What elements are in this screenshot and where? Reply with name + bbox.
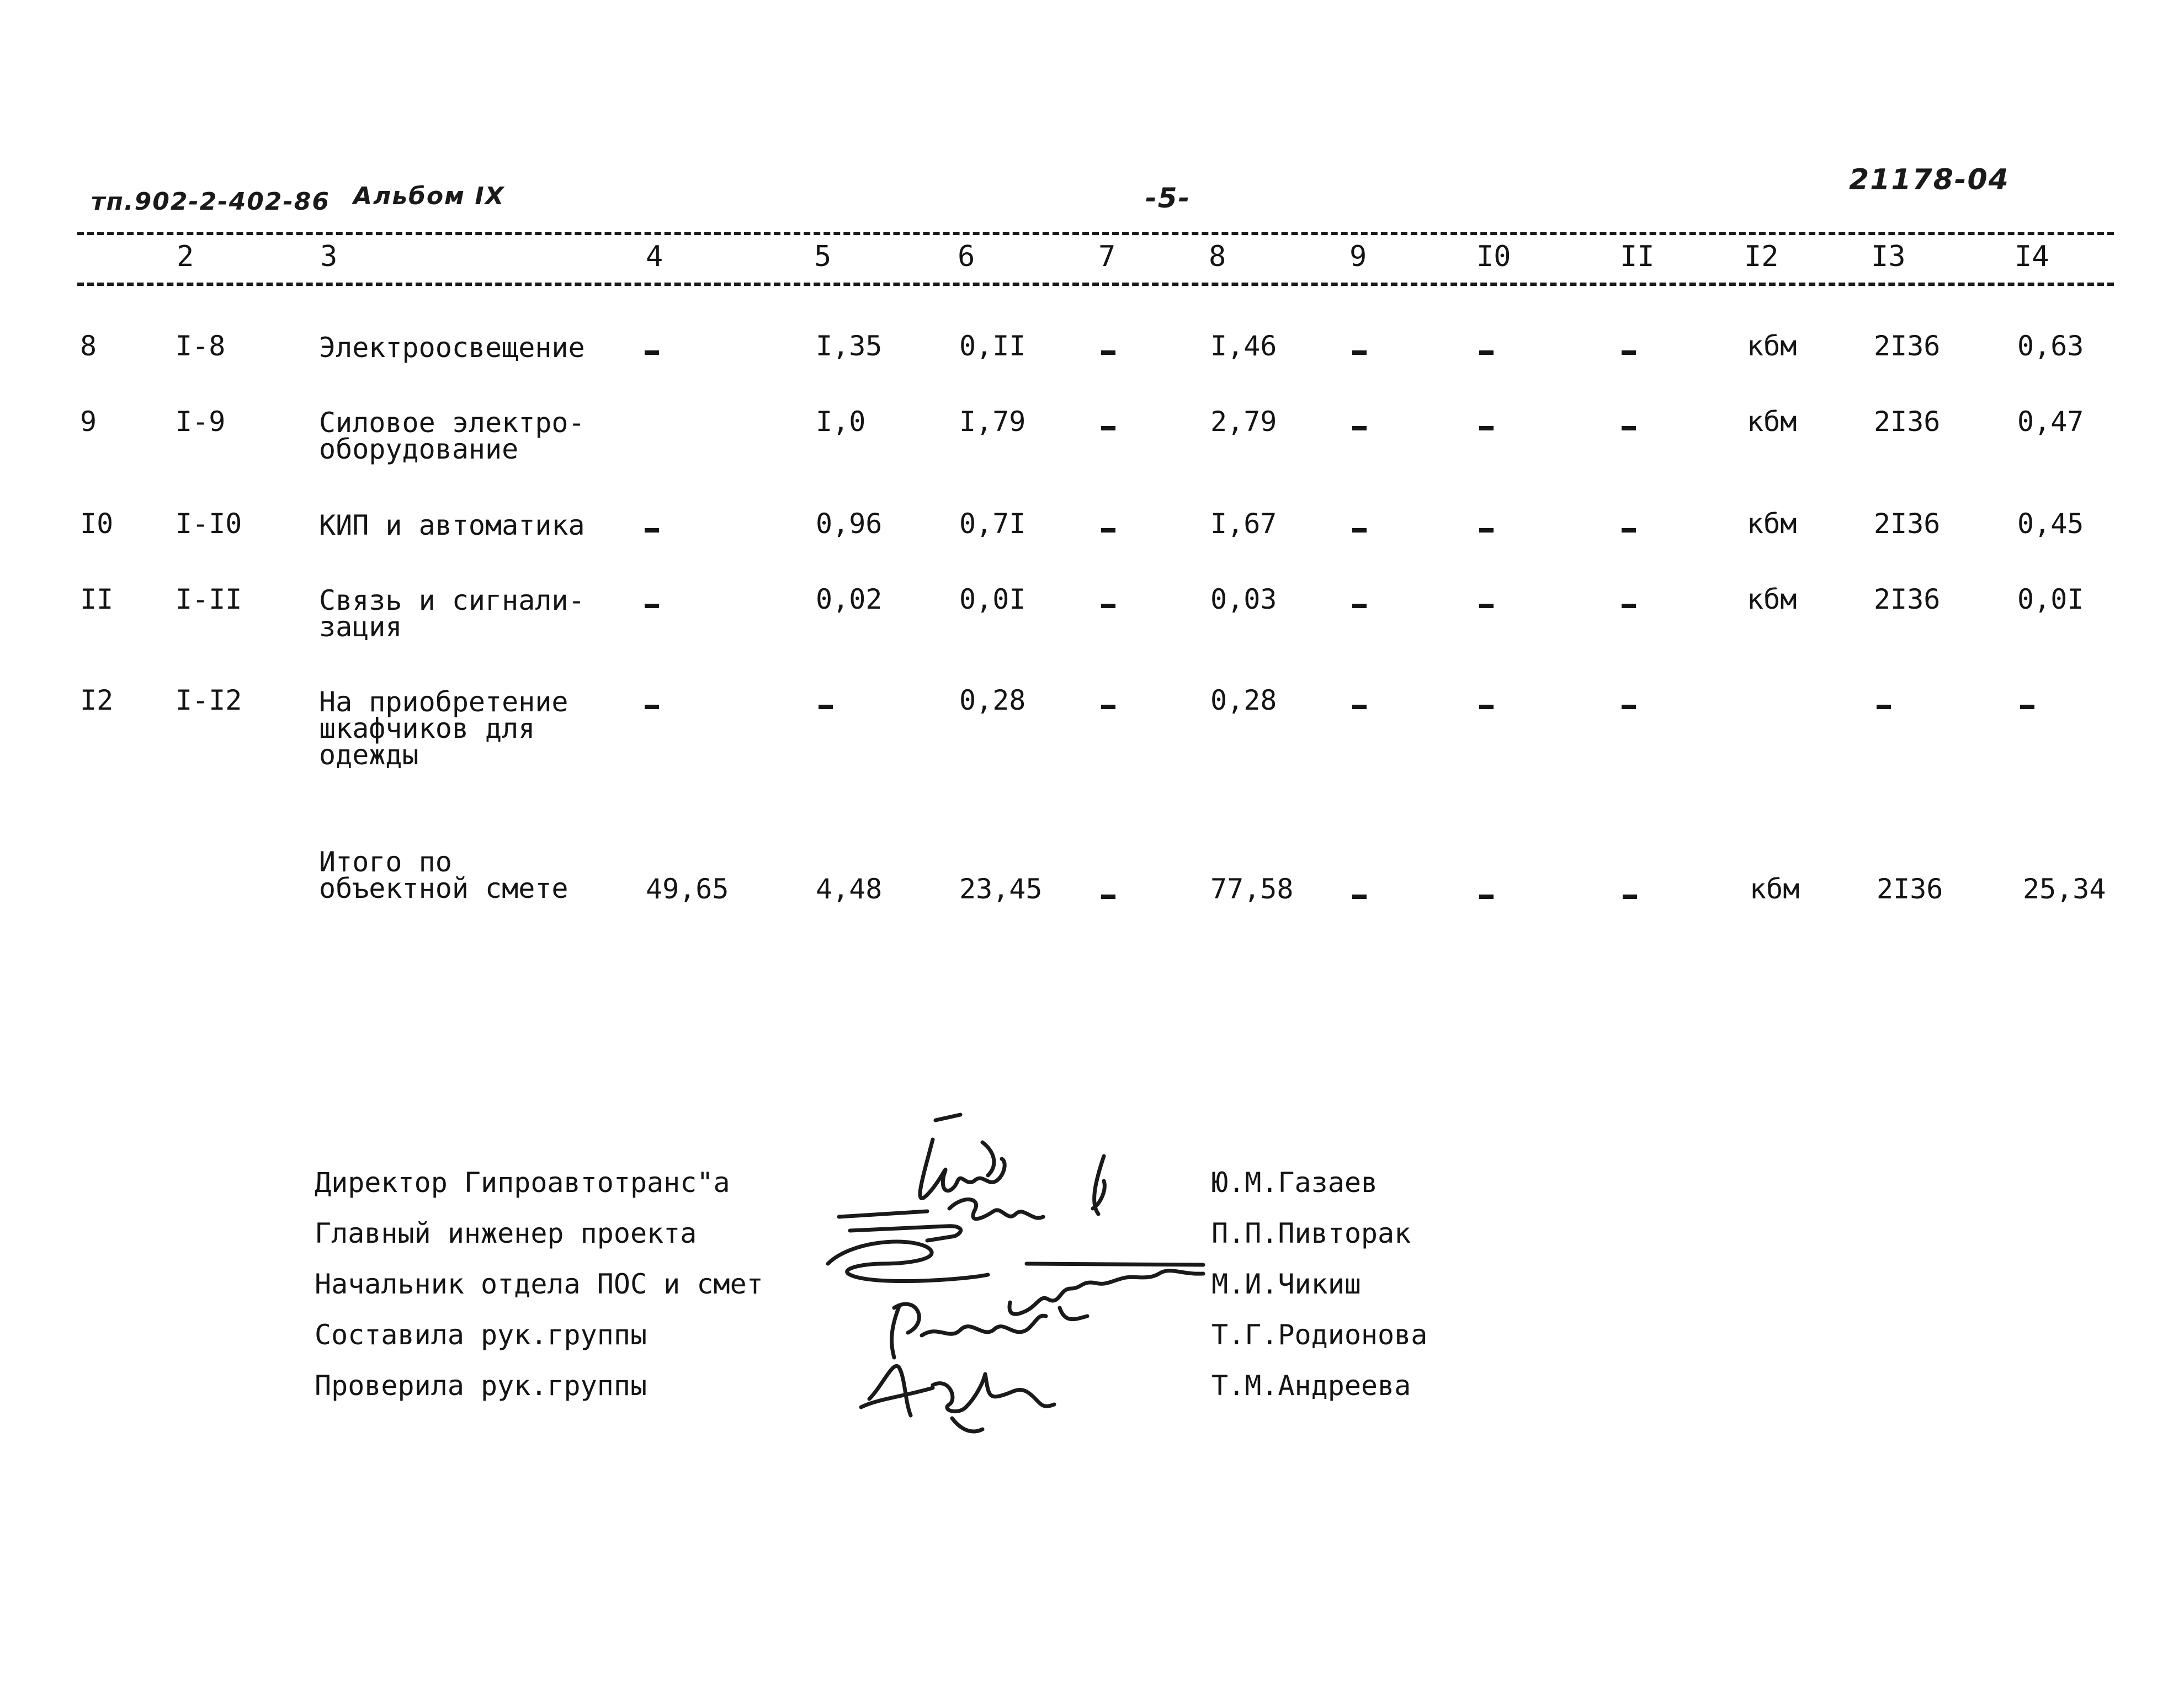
unit-cell: кбм: [1747, 583, 1797, 615]
total-value: 2I36: [1877, 873, 1943, 905]
total-value: 25,34: [2023, 873, 2106, 905]
work-description: На приобретение шкафчиков для одежды: [319, 686, 568, 771]
value-cell: 2I36: [1874, 583, 1941, 615]
page-number: -5-: [1145, 182, 1191, 214]
value-cell: 0,II: [959, 330, 1026, 362]
signature-stroke: [952, 1418, 982, 1431]
dash-mark: [1101, 600, 1115, 610]
header-top-rule: [77, 232, 2114, 235]
signatory-name: Ю.М.Газаев: [1211, 1167, 1378, 1199]
estimate-code: I-9: [176, 406, 226, 438]
column-header: II: [1620, 240, 1655, 273]
dash-mark: [1101, 701, 1115, 711]
header-bottom-rule: [77, 283, 2114, 286]
dash-mark: [819, 701, 833, 711]
column-header: 6: [958, 240, 975, 273]
value-cell: 0,28: [1210, 684, 1277, 716]
signature-stroke: [1093, 1156, 1104, 1214]
signature-stroke: [828, 1242, 1203, 1281]
row-number: I2: [80, 684, 114, 716]
dash-mark: [1352, 347, 1367, 357]
work-description: Силовое электро- оборудование: [319, 407, 585, 465]
value-cell: 0,96: [816, 508, 883, 540]
unit-cell: кбм: [1747, 406, 1797, 438]
total-value: 77,58: [1210, 873, 1294, 905]
value-cell: 0,28: [959, 684, 1026, 716]
signature-stroke: [1060, 1308, 1087, 1319]
dash-mark: [1352, 524, 1367, 535]
row-number: II: [80, 583, 114, 615]
value-cell: I,35: [816, 330, 883, 362]
column-header: I2: [1744, 240, 1779, 273]
value-cell: 2,79: [1210, 406, 1277, 438]
column-header: 7: [1098, 240, 1116, 273]
value-cell: 0,45: [2017, 508, 2084, 540]
dash-mark: [1622, 600, 1636, 610]
dash-mark: [1622, 701, 1636, 711]
column-header: I4: [2015, 240, 2049, 273]
signature-stroke: [1009, 1271, 1203, 1314]
column-header: 8: [1209, 240, 1226, 273]
dash-mark: [1479, 347, 1494, 357]
signatory-title: Главный инженер проекта: [315, 1217, 697, 1249]
signatory-title: Составила рук.группы: [315, 1319, 647, 1351]
dash-mark: [1479, 600, 1494, 610]
value-cell: 2I36: [1874, 330, 1941, 362]
total-value: 49,65: [646, 873, 729, 905]
estimate-code: I-I2: [176, 684, 242, 716]
value-cell: 0,47: [2017, 406, 2084, 438]
estimate-code: I-I0: [176, 508, 242, 540]
signature-stroke: [839, 1211, 961, 1241]
row-number: I0: [80, 508, 114, 540]
column-header: I0: [1476, 240, 1511, 273]
value-cell: 0,0I: [2017, 583, 2084, 615]
dash-mark: [1622, 524, 1636, 535]
dash-mark: [1479, 524, 1494, 535]
dash-mark: [1479, 891, 1494, 901]
column-header: 5: [814, 240, 832, 273]
value-cell: I,46: [1210, 330, 1277, 362]
dash-mark: [1622, 347, 1636, 357]
signatory-name: М.И.Чикиш: [1211, 1268, 1361, 1300]
dash-mark: [1101, 891, 1115, 901]
total-unit: кбм: [1750, 873, 1800, 905]
value-cell: I,67: [1210, 508, 1277, 540]
dash-mark: [1101, 347, 1115, 357]
column-header: 9: [1349, 240, 1367, 273]
signature-stroke: [922, 1316, 1046, 1335]
value-cell: 0,7I: [959, 508, 1026, 540]
handwritten-signatures: [817, 1098, 1236, 1451]
total-value: 23,45: [959, 873, 1043, 905]
signature-stroke: [949, 1200, 1043, 1219]
unit-cell: кбм: [1747, 508, 1797, 540]
dash-mark: [1101, 524, 1115, 535]
column-header: I3: [1871, 240, 1906, 273]
value-cell: 0,0I: [959, 583, 1026, 615]
signatory-title: Начальник отдела ПОС и смет: [315, 1268, 763, 1300]
value-cell: 2I36: [1874, 508, 1941, 540]
column-header: 2: [177, 240, 194, 273]
signature-stroke: [861, 1366, 933, 1415]
signature-stroke: [933, 1374, 1054, 1412]
dash-mark: [1877, 701, 1891, 711]
total-value: 4,48: [816, 873, 883, 905]
dash-mark: [1479, 701, 1494, 711]
dash-mark: [2020, 701, 2034, 711]
signatory-title: Проверила рук.группы: [315, 1370, 647, 1402]
work-description: Электроосвещение: [319, 332, 585, 364]
dash-mark: [1352, 891, 1367, 901]
total-label: Итого по объектной смете: [319, 846, 568, 904]
signatory-title: Директор Гипроавтотранс"а: [315, 1167, 730, 1199]
estimate-code: I-8: [176, 330, 226, 362]
dash-mark: [645, 347, 659, 357]
signatory-name: П.П.Пивторак: [1211, 1217, 1411, 1249]
work-description: КИП и автоматика: [319, 509, 585, 541]
value-cell: 0,02: [816, 583, 883, 615]
dash-mark: [645, 701, 659, 711]
value-cell: I,79: [959, 406, 1026, 438]
signatory-name: Т.Г.Родионова: [1211, 1319, 1428, 1351]
work-description: Связь и сигнали- зация: [319, 584, 585, 643]
column-header: 4: [646, 240, 663, 273]
value-cell: I,0: [816, 406, 866, 438]
signature-stroke: [892, 1304, 920, 1358]
value-cell: 2I36: [1874, 406, 1941, 438]
estimate-code: I-II: [176, 583, 242, 615]
project-code: тп.902-2-402-86: [91, 188, 330, 216]
row-number: 8: [80, 330, 97, 362]
dash-mark: [645, 600, 659, 610]
dash-mark: [1623, 891, 1637, 901]
dash-mark: [1352, 600, 1367, 610]
dash-mark: [1479, 422, 1494, 433]
dash-mark: [1101, 422, 1115, 433]
document-number: 21178-04: [1849, 163, 2010, 196]
signature-stroke: [936, 1115, 994, 1175]
value-cell: 0,03: [1210, 583, 1277, 615]
row-number: 9: [80, 406, 97, 438]
album-label: Альбом IX: [353, 182, 505, 210]
value-cell: 0,63: [2017, 330, 2084, 362]
dash-mark: [1352, 422, 1367, 433]
column-header: 3: [320, 240, 338, 273]
dash-mark: [645, 524, 659, 535]
dash-mark: [1352, 701, 1367, 711]
signatory-name: Т.М.Андреева: [1211, 1370, 1411, 1402]
unit-cell: кбм: [1747, 330, 1797, 362]
dash-mark: [1622, 422, 1636, 433]
